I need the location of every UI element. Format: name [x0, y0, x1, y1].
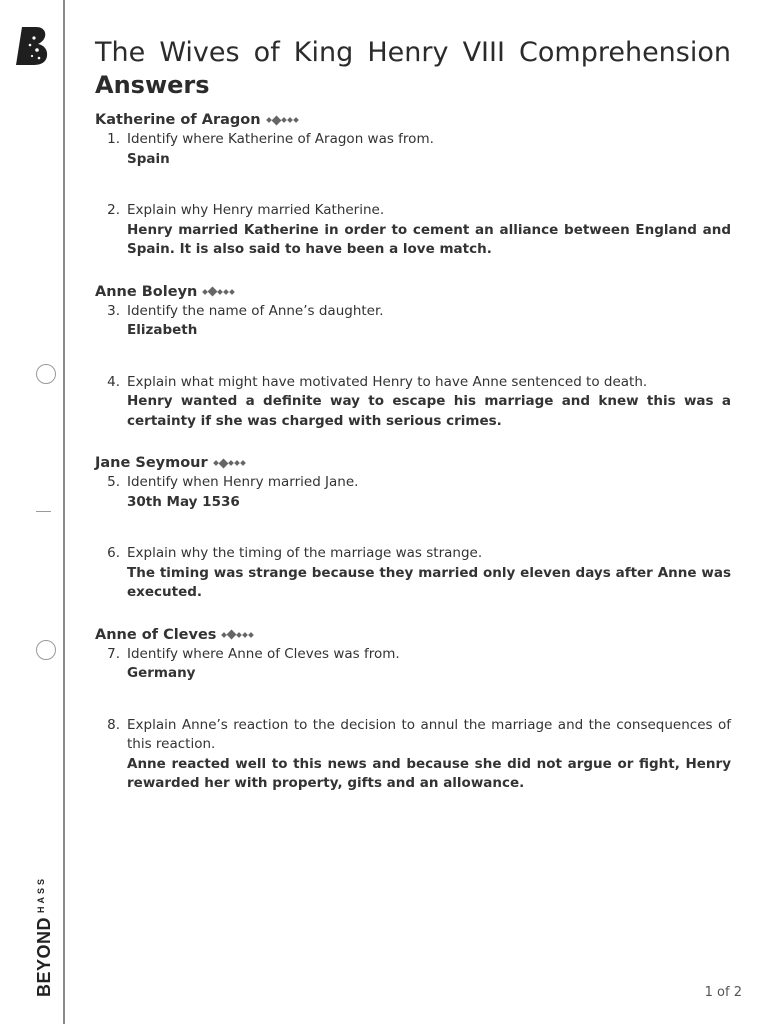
question-number: 5. [107, 474, 120, 490]
page-title: The Wives of King Henry VIII Comprehension [95, 37, 731, 68]
page-number: 1 of 2 [704, 985, 742, 1000]
question-item [95, 716, 731, 794]
question-number: 8. [107, 716, 120, 733]
section-heading-text: Katherine of Aragon [95, 112, 261, 128]
question-number: 4. [107, 373, 120, 390]
stars-icon [214, 460, 245, 467]
question-number: 7. [107, 645, 120, 662]
section-anne-boleyn [95, 282, 731, 432]
section-heading-text: Jane Seymour [95, 455, 208, 471]
question-number: 6. [107, 545, 120, 561]
section-heading-text: Anne of Cleves [95, 626, 217, 643]
question-text: Explain why the timing of the marriage was strange. [127, 545, 483, 561]
brand-logo-icon [16, 26, 50, 66]
answer-text: The timing was strange because they married only eleven days after Anne was executed. [127, 564, 731, 600]
question-item [95, 473, 731, 512]
question-text: Explain Anne’s reaction to the decision to annul the marriage and the consequences of this reaction. [127, 716, 731, 752]
question-item [95, 373, 731, 432]
question-text: Identify when Henry married Jane. [127, 474, 359, 490]
binder-hole-bottom [36, 640, 56, 660]
brand-wordmark [34, 876, 55, 997]
section-heading-text: Anne Boleyn [95, 283, 198, 300]
question-item [95, 130, 731, 169]
answer-text: Elizabeth [127, 322, 198, 338]
worksheet-content [95, 36, 731, 794]
brand-sub: HASS [36, 875, 46, 913]
question-item [95, 645, 731, 684]
question-text: Identify where Anne of Cleves was from. [127, 645, 400, 662]
stars-icon [222, 631, 253, 638]
question-number: 2. [107, 202, 120, 218]
question-item [95, 201, 731, 260]
section-katherine-of-aragon [95, 110, 731, 260]
question-number: 1. [107, 131, 120, 147]
question-text: Explain why Henry married Katherine. [127, 202, 385, 218]
answer-text: 30th May 1536 [127, 493, 240, 510]
question-text: Identify where Katherine of Aragon was from. [127, 131, 434, 147]
section-heading [95, 453, 731, 473]
binder-hole-top [36, 364, 56, 384]
question-item [95, 302, 731, 341]
section-jane-seymour [95, 453, 731, 603]
brand-main: BEYOND [34, 916, 54, 997]
stars-icon [203, 288, 234, 295]
answer-text: Spain [127, 150, 170, 167]
question-item [95, 544, 731, 603]
section-anne-of-cleves [95, 625, 731, 794]
section-heading [95, 110, 731, 130]
page-subtitle: Answers [95, 71, 210, 99]
answer-text: Germany [127, 665, 196, 681]
section-heading [95, 625, 731, 645]
question-number: 3. [107, 302, 120, 319]
question-text: Explain what might have motivated Henry to have Anne sentenced to death. [127, 373, 648, 390]
answer-text: Anne reacted well to this news and because she did not argue or fight, Henry rewarded her with property, gifts and an allowance. [127, 755, 731, 791]
answer-text: Henry married Katherine in order to cement an alliance between England and Spain. It is also said to have been a love match. [127, 221, 731, 257]
section-heading [95, 282, 731, 302]
answer-text: Henry wanted a definite way to escape his marriage and knew this was a certainty if she was charged with serious crimes. [127, 393, 731, 429]
fold-mark [36, 511, 51, 512]
stars-icon [267, 117, 298, 124]
question-text: Identify the name of Anne’s daughter. [127, 302, 384, 319]
margin-line [63, 0, 65, 1024]
